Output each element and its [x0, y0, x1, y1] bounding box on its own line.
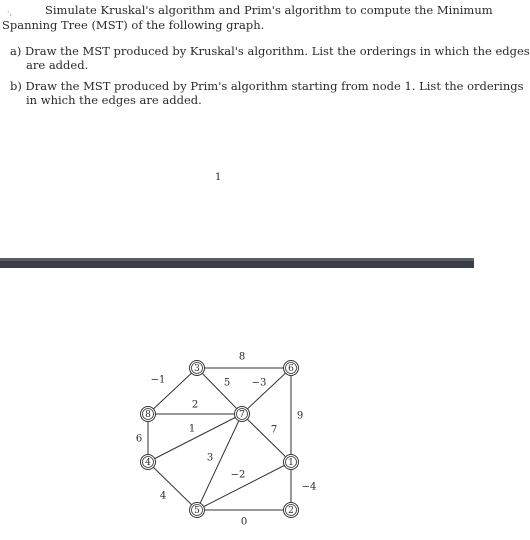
edge-weight-1-2: −4	[301, 481, 317, 493]
node-label: 3	[194, 364, 200, 374]
edge-weight-8-7: 2	[191, 399, 199, 411]
graph-node-5	[190, 503, 205, 518]
document-page-top	[0, 0, 530, 258]
intro-marker: ·,	[7, 8, 13, 17]
intro-text-line-1: Simulate Kruskal's algorithm and Prim's algorithm to compute the Minimum	[45, 3, 493, 17]
graph-diagram	[0, 268, 474, 540]
document-page-bottom	[0, 268, 474, 540]
graph-node-1	[284, 455, 299, 470]
graph-node-8	[141, 407, 156, 422]
page-number: 1	[215, 172, 222, 183]
page-separator	[0, 258, 474, 268]
graph-edge-4-5	[148, 462, 197, 510]
graph-node-2	[284, 503, 299, 518]
edge-weight-3-7: 5	[223, 377, 231, 389]
item-a-line-1: a) Draw the MST produced by Kruskal's algorithm. List the orderings in which the edges	[10, 44, 530, 58]
graph-edge-4-7	[148, 414, 242, 462]
edge-weight-6-1: 9	[296, 410, 304, 422]
edge-weight-7-5: 3	[206, 452, 214, 464]
edge-weight-4-7: 1	[188, 423, 196, 435]
edge-weight-3-8: −1	[150, 374, 166, 386]
graph-edge-6-7	[242, 368, 291, 414]
item-a-line-2: are added.	[26, 58, 89, 72]
graph-node-4	[141, 455, 156, 470]
node-label: 4	[145, 458, 151, 468]
edge-weight-6-7: −3	[251, 377, 267, 389]
edge-weight-1-5: −2	[230, 469, 246, 481]
node-label: 7	[239, 410, 245, 420]
edge-weight-3-6: 8	[238, 351, 246, 363]
edge-weight-8-4: 6	[135, 433, 143, 445]
edge-weight-7-1: 7	[270, 424, 278, 436]
node-label: 8	[145, 410, 151, 420]
graph-node-7	[235, 407, 250, 422]
node-label: 2	[288, 506, 294, 516]
graph-edge-3-7	[197, 368, 242, 414]
intro-text-line-2: Spanning Tree (MST) of the following graph.	[2, 18, 265, 32]
graph-edge-7-1	[242, 414, 291, 462]
graph-node-6	[284, 361, 299, 376]
graph-edge-7-5	[197, 414, 242, 510]
item-b-line-1: b) Draw the MST produced by Prim's algorithm starting from node 1. List the orderings	[10, 79, 524, 93]
node-label: 1	[288, 458, 294, 468]
graph-node-3	[190, 361, 205, 376]
edge-weight-4-5: 4	[159, 490, 167, 502]
node-label: 6	[288, 364, 294, 374]
item-b-line-2: in which the edges are added.	[26, 93, 202, 107]
node-label: 5	[194, 506, 200, 516]
edge-weight-5-2: 0	[240, 516, 248, 528]
